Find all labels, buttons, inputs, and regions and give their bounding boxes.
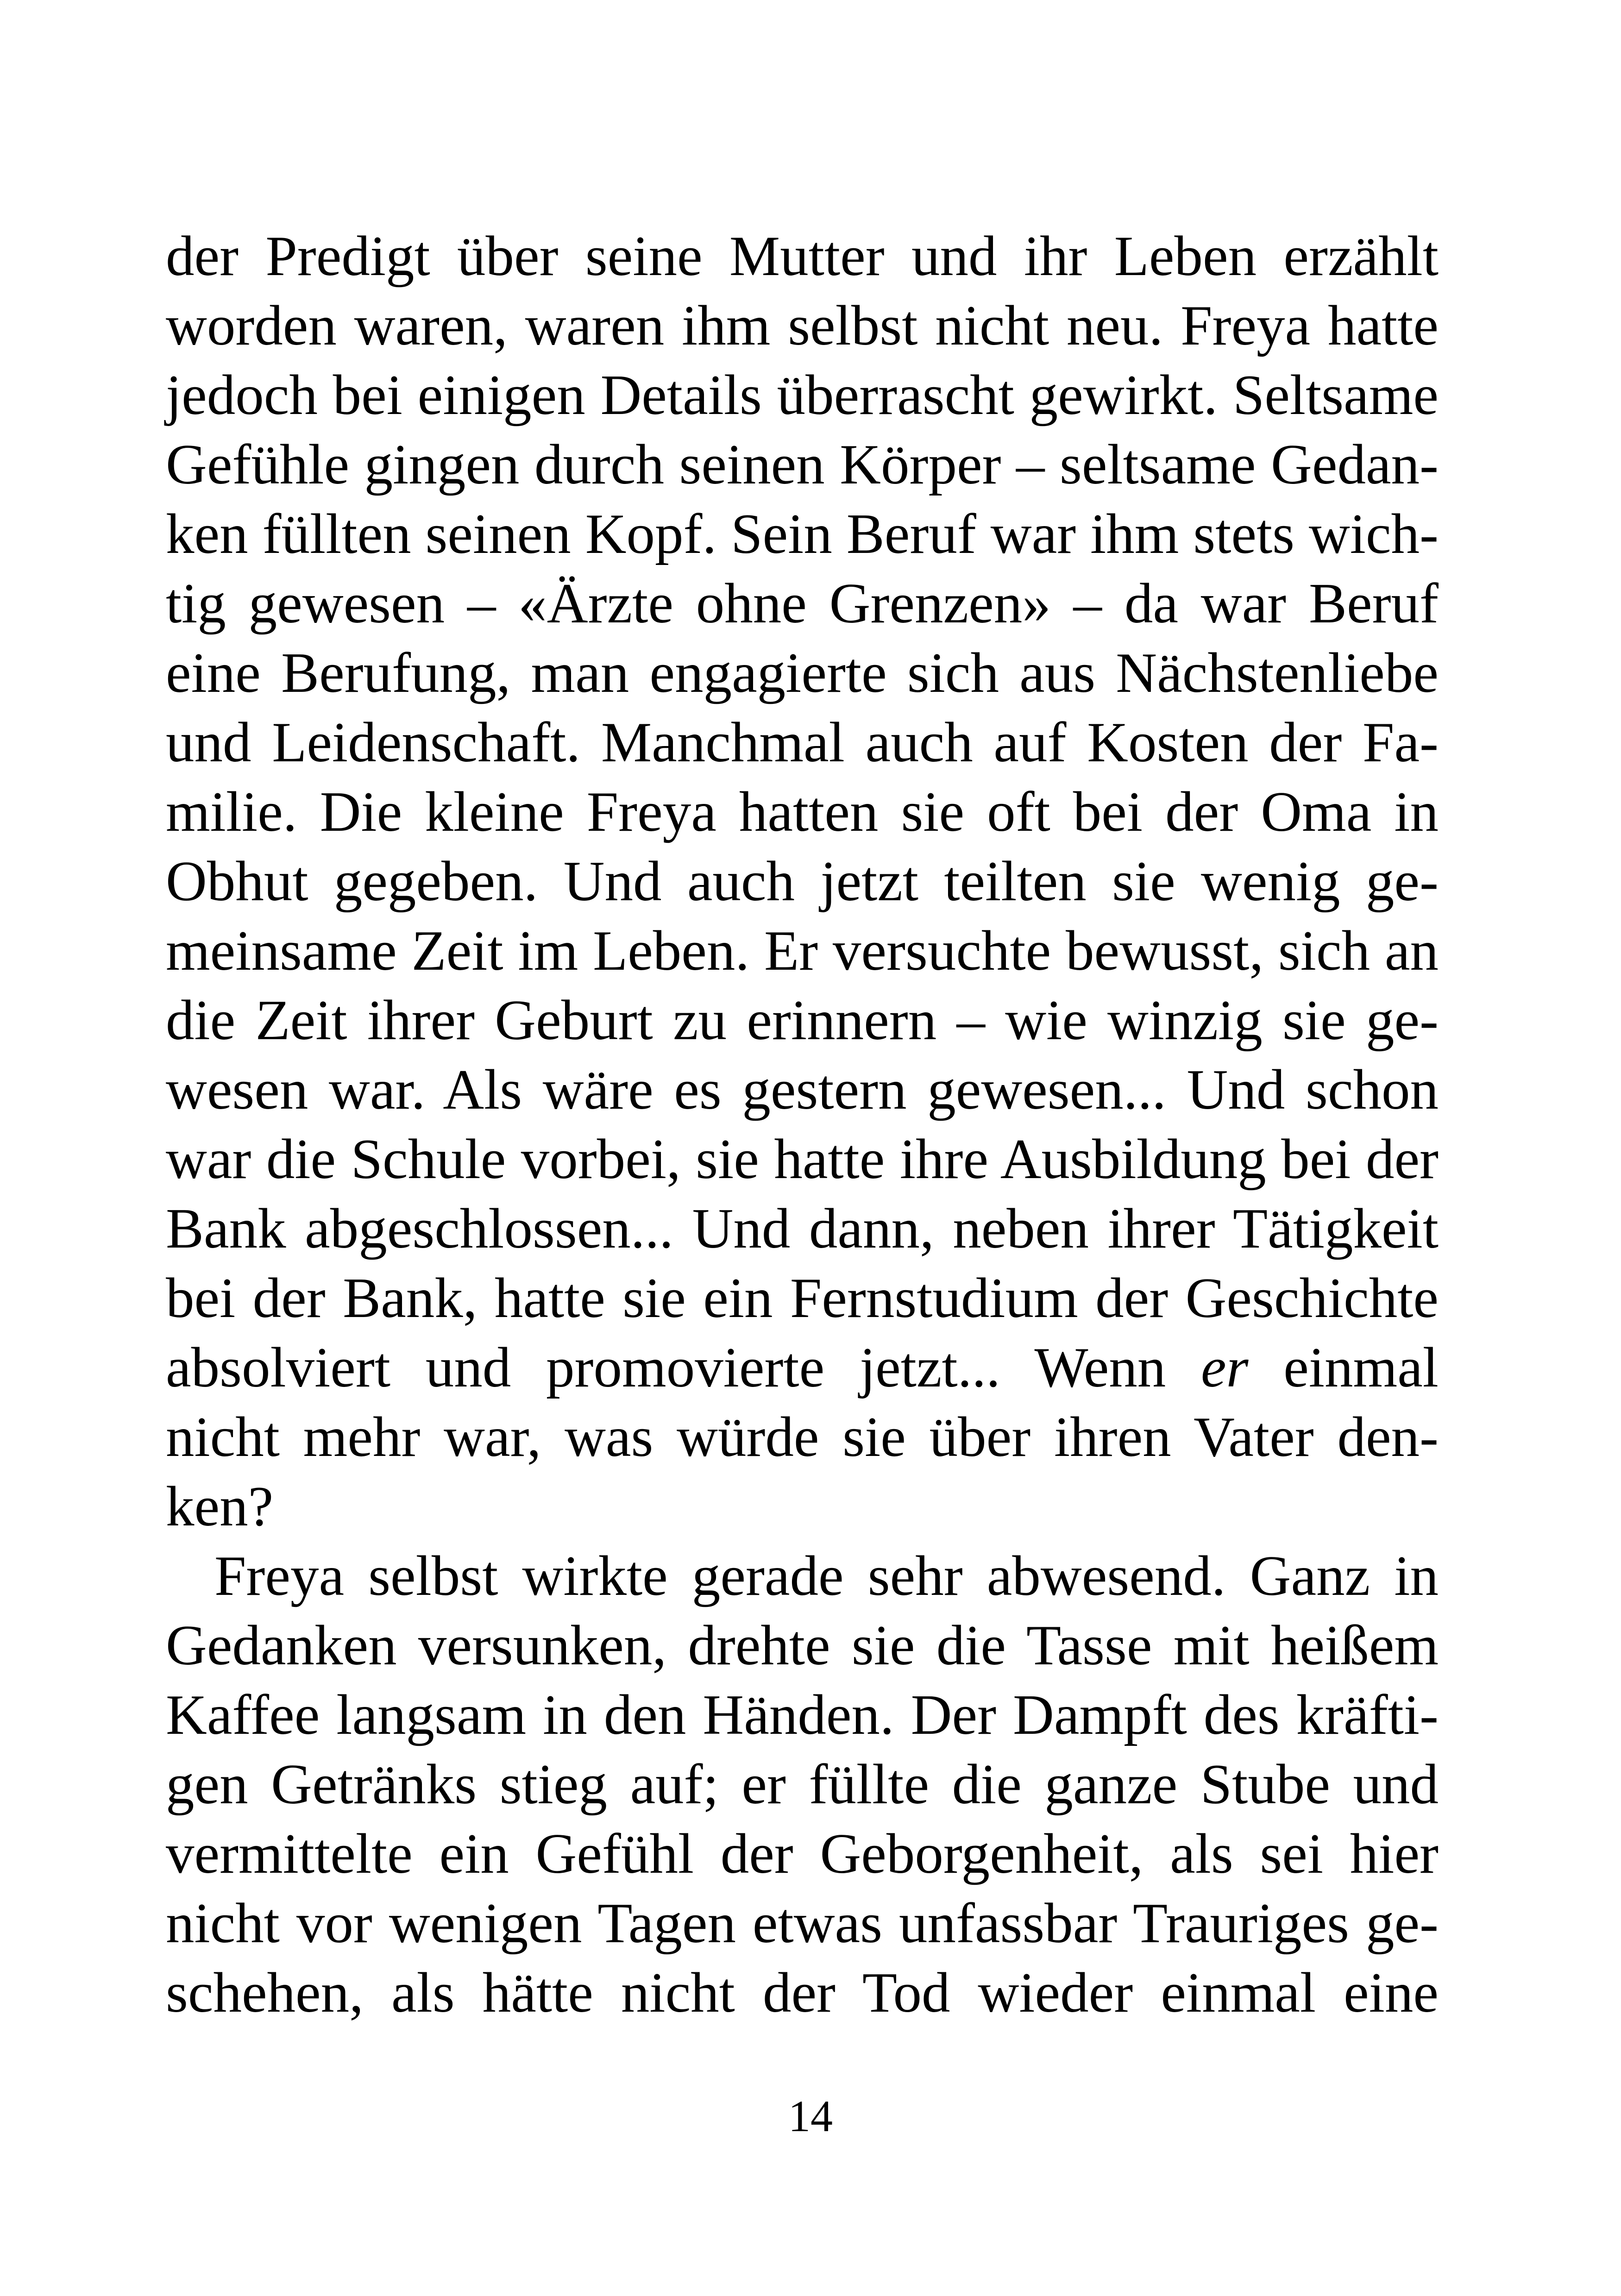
- text-line: ken?: [166, 1474, 274, 1538]
- page-number: 14: [788, 2091, 833, 2141]
- line-segment: absolviert und promovierte jetzt... Wenn: [166, 1336, 1201, 1399]
- text-line: worden waren, waren ihm selbst nicht neu. Freya hatte: [166, 294, 1439, 357]
- text-line: eine Berufung, man engagierte sich aus Nächstenliebe: [166, 641, 1439, 704]
- text-line: Gedanken versunken, drehte sie die Tasse mit heißem: [166, 1613, 1439, 1677]
- text-line: war die Schule vorbei, sie hatte ihre Ausbildung bei der: [166, 1127, 1439, 1191]
- text-line: und Leidenschaft. Manchmal auch auf Kosten der Fa-: [166, 710, 1439, 774]
- text-line: schehen, als hätte nicht der Tod wieder einmal eine: [166, 1961, 1439, 2024]
- line-segment: einmal: [1248, 1336, 1439, 1399]
- text-line: nicht vor wenigen Tagen etwas unfassbar Trauriges ge-: [166, 1891, 1439, 1955]
- text-line: tig gewesen – «Ärzte ohne Grenzen» – da war Beruf: [166, 571, 1439, 635]
- body-text: [166, 221, 1439, 2027]
- text-line: meinsame Zeit im Leben. Er versuchte bewusst, sich an: [166, 919, 1439, 982]
- text-line: Obhut gegeben. Und auch jetzt teilten sie wenig ge-: [166, 849, 1439, 913]
- paragraph-first-line: Freya selbst wirkte gerade sehr abwesend. Ganz in: [214, 1544, 1439, 1607]
- emphasized-word: er: [1201, 1336, 1249, 1399]
- text-line: nicht mehr war, was würde sie über ihren Vater den-: [166, 1405, 1439, 1468]
- text-line: bei der Bank, hatte sie ein Fernstudium der Geschichte: [166, 1266, 1439, 1330]
- text-line: wesen war. Als wäre es gestern gewesen... Und schon: [166, 1058, 1439, 1121]
- text-line: Gefühle gingen durch seinen Körper – seltsame Gedan-: [166, 433, 1439, 496]
- text-line: Bank abgeschlossen... Und dann, neben ihrer Tätigkeit: [166, 1197, 1439, 1260]
- text-line: milie. Die kleine Freya hatten sie oft bei der Oma in: [166, 780, 1439, 843]
- text-line: vermittelte ein Gefühl der Geborgenheit, als sei hier: [166, 1822, 1439, 1885]
- text-line: jedoch bei einigen Details überrascht gewirkt. Seltsame: [166, 363, 1439, 427]
- text-line-with-emphasis: [166, 1333, 1439, 1402]
- text-line: ken füllten seinen Kopf. Sein Beruf war ihm stets wich-: [166, 502, 1439, 565]
- text-line: gen Getränks stieg auf; er füllte die ganze Stube und: [166, 1752, 1439, 1816]
- text-line: die Zeit ihrer Geburt zu erinnern – wie winzig sie ge-: [166, 988, 1439, 1052]
- text-line: Kaffee langsam in den Händen. Der Dampft des kräfti-: [166, 1683, 1439, 1746]
- text-line: der Predigt über seine Mutter und ihr Leben erzählt: [166, 224, 1439, 288]
